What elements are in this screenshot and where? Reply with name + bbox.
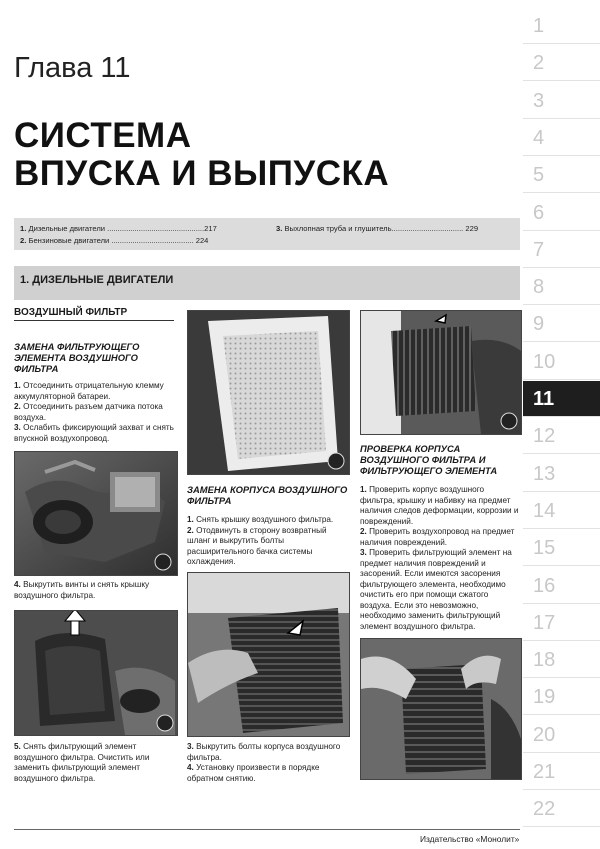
subsection-heading: ВОЗДУШНЫЙ ФИЛЬТР — [14, 307, 174, 321]
col2-step-4: 4. Установку произвести в порядке обратном снятию. — [187, 763, 320, 783]
toc-item-1[interactable]: 1. Дизельные двигатели ..............................................217 — [20, 224, 217, 233]
col2-tail-steps — [187, 742, 349, 784]
filter-housing-photo — [187, 572, 350, 737]
chapter-tab-17[interactable]: 17 — [523, 605, 600, 641]
chapter-title — [14, 117, 389, 193]
chapter-tab-1[interactable]: 1 — [523, 8, 600, 44]
chapter-tab-7[interactable]: 7 — [523, 232, 600, 268]
col1-step-5: 5. Снять фильтрующий элемент воздушного фильтра. Очистить или заменить фильтрующий элемент воздушного фильтра. — [14, 742, 150, 783]
chapter-tab-14[interactable]: 14 — [523, 493, 600, 529]
installed-filter-photo — [360, 310, 522, 435]
col1-step-4: 4. Выкрутить винты и снять крышку воздушного фильтра. — [14, 580, 150, 600]
col1-heading: ЗАМЕНА ФИЛЬТРУЮЩЕГО ЭЛЕМЕНТА ВОЗДУШНОГО ФИЛЬТРА — [14, 341, 140, 374]
chapter-tab-4[interactable]: 4 — [523, 120, 600, 156]
chapter-tab-21[interactable]: 21 — [523, 754, 600, 790]
chapter-tab-22[interactable]: 22 — [523, 791, 600, 827]
engine-photo-1 — [14, 451, 178, 576]
col2-step-1: 1. Снять крышку воздушного фильтра. — [187, 515, 334, 524]
col1-steps — [14, 381, 179, 444]
title-line-2: ВПУСКА И ВЫПУСКА — [14, 154, 390, 193]
chapter-tab-6[interactable]: 6 — [523, 195, 600, 231]
publisher-label: Издательство «Монолит» — [420, 834, 520, 844]
chapter-tab-2[interactable]: 2 — [523, 45, 600, 81]
chapter-tab-20[interactable]: 20 — [523, 717, 600, 753]
col1-step-3: 3. Ослабить фиксирующий захват и снять впускной воздухопровод. — [14, 423, 174, 443]
chapter-tab-18[interactable]: 18 — [523, 642, 600, 678]
col2-steps — [187, 515, 349, 568]
col1-step-2: 2. Отсоединить разъем датчика потока воздуха. — [14, 402, 163, 422]
title-line-1: СИСТЕМА — [14, 116, 192, 155]
chapter-tab-13[interactable]: 13 — [523, 456, 600, 492]
chapter-tab-15[interactable]: 15 — [523, 530, 600, 566]
chapter-tab-11[interactable]: 11 — [523, 381, 600, 417]
toc-item-3[interactable]: 3. Выхлопная труба и глушитель.................................. 229 — [276, 224, 479, 233]
col1-step-1: 1. Отсоединить отрицательную клемму аккумуляторной батареи. — [14, 381, 164, 401]
chapter-tab-10[interactable]: 10 — [523, 344, 600, 380]
chapter-tab-3[interactable]: 3 — [523, 83, 600, 119]
table-of-contents — [14, 218, 520, 250]
col3-heading: ПРОВЕРКА КОРПУСА ВОЗДУШНОГО ФИЛЬТРА И ФИЛЬТРУЮЩЕГО ЭЛЕМЕНТА — [360, 443, 498, 476]
filter-inspection-photo — [360, 638, 522, 780]
footer-rule — [14, 829, 520, 830]
col2-step-2: 2. Отодвинуть в сторону возвратный шланг и выкрутить болты расширительного бачка системы охлаждения. — [187, 525, 327, 566]
chapter-label: Глава 11 — [14, 52, 131, 84]
chapter-tab-19[interactable]: 19 — [523, 679, 600, 715]
air-filter-element-photo — [187, 310, 350, 475]
engine-photo-2-graphic — [15, 611, 177, 735]
filter-housing-graphic — [188, 573, 349, 736]
air-filter-element-graphic — [188, 311, 349, 474]
col3-step-2: 2. Проверить воздухопровод на предмет наличия повреждений. — [360, 527, 515, 547]
col3-step-1: 1. Проверить корпус воздушного фильтра, крышку и набивку на предмет наличия следов деформации, коррозии и повреждений. — [360, 485, 519, 526]
col2-heading: ЗАМЕНА КОРПУСА ВОЗДУШНОГО ФИЛЬТРА — [187, 484, 348, 506]
installed-filter-graphic — [361, 311, 521, 434]
filter-inspection-graphic — [361, 639, 521, 779]
engine-photo-2 — [14, 610, 178, 736]
col3-step-3: 3. Проверить фильтрующий элемент на предмет наличия повреждений и засорений. Если имеются засорения фильтрующего элемента, необходимо очистить его при помощи сжатого воздуха. Если это невозможно, необходимо заменить фильтрующий элемент воздушного фильтра. — [360, 548, 512, 631]
col3-steps — [360, 485, 520, 632]
chapter-tab-12[interactable]: 12 — [523, 418, 600, 454]
section-header: 1. ДИЗЕЛЬНЫЕ ДВИГАТЕЛИ — [14, 266, 520, 300]
chapter-tab-5[interactable]: 5 — [523, 157, 600, 193]
chapter-tab-8[interactable]: 8 — [523, 269, 600, 305]
col2-step-3: 3. Выкрутить болты корпуса воздушного фильтра. — [187, 742, 341, 762]
toc-item-2[interactable]: 2. Бензиновые двигатели ....................................... 224 — [20, 236, 209, 245]
chapter-tab-9[interactable]: 9 — [523, 306, 600, 342]
engine-photo-1-graphic — [15, 452, 177, 575]
chapter-tab-16[interactable]: 16 — [523, 568, 600, 604]
